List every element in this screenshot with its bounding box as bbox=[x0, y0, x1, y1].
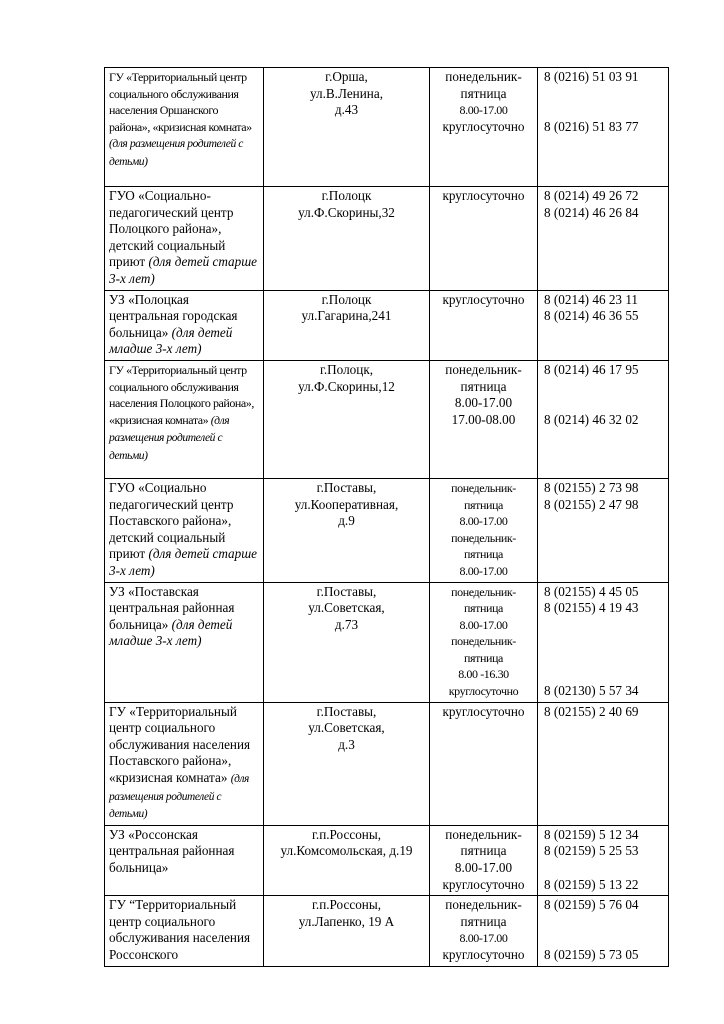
table-row bbox=[105, 68, 669, 187]
hours-line: понедельник- bbox=[445, 897, 522, 913]
hours-line: пятница bbox=[464, 547, 503, 562]
hours-cell bbox=[430, 187, 538, 291]
institution-note: (для размещения родителей с детьми) bbox=[109, 773, 249, 821]
address-line: д.3 bbox=[338, 736, 355, 752]
table-row bbox=[105, 896, 669, 966]
phones-cell bbox=[538, 582, 669, 702]
phone-number: 8 (02159) 5 25 53 bbox=[544, 843, 639, 859]
hours-cell bbox=[430, 478, 538, 582]
address-cell bbox=[264, 896, 430, 966]
hours-line: пятница bbox=[460, 378, 507, 394]
hours-line: пятница bbox=[460, 85, 507, 101]
institution-cell bbox=[105, 187, 264, 291]
phones-cell bbox=[538, 187, 669, 291]
phone-number: 8 (02155) 2 47 98 bbox=[544, 496, 639, 512]
address-line: г.п.Россоны, bbox=[311, 897, 381, 913]
address-cell bbox=[264, 290, 430, 360]
hours-line: круглосуточно bbox=[442, 291, 525, 307]
table-row bbox=[105, 582, 669, 702]
address-cell bbox=[264, 582, 430, 702]
address-line: д.43 bbox=[334, 102, 359, 118]
hours-line: пятница bbox=[464, 497, 503, 512]
hours-line: круглосуточно bbox=[442, 876, 525, 892]
address-line: ул.Советская, bbox=[308, 720, 385, 736]
hours-line: пятница bbox=[460, 843, 507, 859]
address-line: д.73 bbox=[334, 616, 359, 632]
hours-cell bbox=[430, 702, 538, 825]
hours-line: понедельник- bbox=[445, 361, 522, 377]
phone-number: 8 (0214) 46 26 84 bbox=[544, 204, 639, 220]
institution-name: ГУ «Территориальный центр социального обслуживания населения Поставского района», «кризисная комната» bbox=[109, 703, 251, 786]
hours-cell bbox=[430, 582, 538, 702]
hours-line: круглосуточно bbox=[442, 118, 525, 134]
address-line: ул.Советская, bbox=[308, 600, 385, 616]
phones-cell bbox=[538, 702, 669, 825]
hours-line: круглосуточно bbox=[442, 703, 525, 719]
hours-cell bbox=[430, 290, 538, 360]
address-line: ул.Ф.Скорины,32 bbox=[298, 204, 395, 220]
address-cell bbox=[264, 68, 430, 187]
phone-number: 8 (0214) 46 17 95 bbox=[544, 361, 639, 377]
address-line: г.Полоцк, bbox=[319, 361, 374, 377]
address-line: ул.Лапенко, 19 А bbox=[298, 913, 395, 929]
phone-number: 8 (02155) 2 40 69 bbox=[544, 703, 639, 719]
hours-line: круглосуточно bbox=[442, 946, 525, 962]
address-line: ул.Кооперативная, bbox=[294, 496, 399, 512]
hours-line: 8.00-17.00 bbox=[454, 395, 513, 411]
table-row bbox=[105, 187, 669, 291]
hours-line: понедельник- bbox=[451, 634, 516, 649]
address-line: г.Поставы, bbox=[316, 583, 377, 599]
table-row bbox=[105, 290, 669, 360]
address-line: ул.Гагарина,241 bbox=[301, 308, 392, 324]
hours-line: понедельник- bbox=[451, 480, 516, 495]
table-row bbox=[105, 360, 669, 478]
address-line: ул.В.Ленина, bbox=[309, 85, 383, 101]
institution-name: УЗ «Поставская центральная районная больница» bbox=[109, 583, 235, 632]
hours-line: 8.00-17.00 bbox=[459, 514, 508, 529]
shelter-contacts-table bbox=[104, 67, 669, 967]
address-cell bbox=[264, 360, 430, 478]
hours-cell bbox=[430, 360, 538, 478]
address-line: д.9 bbox=[338, 513, 355, 529]
hours-line: 8.00-17.00 bbox=[459, 931, 508, 946]
institution-cell bbox=[105, 290, 264, 360]
hours-line: пятница bbox=[464, 650, 503, 665]
institution-cell bbox=[105, 825, 264, 895]
institution-cell bbox=[105, 582, 264, 702]
hours-cell bbox=[430, 896, 538, 966]
address-line: ул.Комсомольская, д.19 bbox=[280, 843, 413, 859]
hours-line: круглосуточно bbox=[448, 684, 519, 699]
table-row bbox=[105, 702, 669, 825]
phone-number: 8 (0216) 51 83 77 bbox=[544, 118, 639, 134]
hours-cell bbox=[430, 825, 538, 895]
institution-cell bbox=[105, 702, 264, 825]
institution-note: (для размещения родителей с детьми) bbox=[109, 413, 230, 462]
phones-cell bbox=[538, 825, 669, 895]
hours-line: пятница bbox=[464, 601, 503, 616]
hours-line: 8.00 -16.30 bbox=[458, 667, 509, 682]
phone-number: 8 (02155) 2 73 98 bbox=[544, 479, 639, 495]
address-cell bbox=[264, 825, 430, 895]
phone-number: 8 (0214) 46 23 11 bbox=[544, 291, 639, 307]
institution-name: ГУ «Территориальный центр социального обслуживания населения Оршанского района», «кризисная комната» bbox=[109, 70, 252, 134]
hours-line: 8.00-17.00 bbox=[459, 563, 508, 578]
institution-name: УЗ «Полоцкая центральная городская больница» bbox=[109, 291, 238, 340]
phone-number: 8 (02159) 5 76 04 bbox=[544, 897, 639, 913]
institution-cell bbox=[105, 360, 264, 478]
hours-line: понедельник- bbox=[451, 584, 516, 599]
hours-line: 17.00-08.00 bbox=[451, 411, 516, 427]
phone-number: 8 (0214) 46 32 02 bbox=[544, 411, 639, 427]
address-line: г.Поставы, bbox=[316, 479, 377, 495]
phone-number: 8 (0216) 51 03 91 bbox=[544, 69, 639, 84]
institution-name: ГУ «Территориальный центр социального обслуживания населения Полоцкого района», «кризисная комната» bbox=[109, 362, 254, 427]
institution-name: УЗ «Россонская центральная районная больница» bbox=[109, 826, 235, 876]
institution-name: ГУО «Социально-педагогический центр Полоцкого района», детский социальный приют bbox=[109, 188, 234, 270]
institution-note: (для детей младше 3-х лет) bbox=[109, 324, 233, 357]
phone-number: 8 (02155) 4 45 05 bbox=[544, 583, 639, 599]
institution-note: (для размещения родителей с детьми) bbox=[109, 137, 243, 168]
hours-line: пятница bbox=[460, 913, 507, 929]
hours-cell bbox=[430, 68, 538, 187]
phone-number: 8 (02159) 5 12 34 bbox=[544, 826, 639, 842]
address-cell bbox=[264, 187, 430, 291]
address-line: г.Поставы, bbox=[316, 703, 377, 719]
hours-line: 8.00-17.00 bbox=[459, 617, 508, 632]
address-line: г.Полоцк bbox=[321, 291, 372, 307]
address-cell bbox=[264, 478, 430, 582]
phones-cell bbox=[538, 896, 669, 966]
phone-number: 8 (02159) 5 73 05 bbox=[544, 946, 639, 962]
phones-cell bbox=[538, 68, 669, 187]
table-row bbox=[105, 478, 669, 582]
phones-cell bbox=[538, 360, 669, 478]
phone-number: 8 (02159) 5 13 22 bbox=[544, 876, 639, 892]
phone-number: 8 (02130) 5 57 34 bbox=[544, 683, 639, 699]
institution-cell bbox=[105, 68, 264, 187]
hours-line: круглосуточно bbox=[442, 188, 525, 203]
address-line: г.Орша, bbox=[325, 69, 368, 84]
institution-note: (для детей старше 3-х лет) bbox=[109, 254, 258, 286]
hours-line: 8.00-17.00 bbox=[459, 103, 508, 118]
institution-cell bbox=[105, 478, 264, 582]
phone-number: 8 (02155) 4 19 43 bbox=[544, 600, 639, 616]
institution-note: (для детей младше 3-х лет) bbox=[109, 616, 233, 649]
institution-cell bbox=[105, 896, 264, 966]
address-line: г.Полоцк bbox=[321, 188, 372, 203]
address-line: ул.Ф.Скорины,12 bbox=[298, 378, 395, 394]
address-line: г.п.Россоны, bbox=[311, 826, 381, 842]
hours-line: 8.00-17.00 bbox=[454, 860, 513, 876]
table-row bbox=[105, 825, 669, 895]
hours-line: понедельник- bbox=[445, 826, 522, 842]
phones-cell bbox=[538, 478, 669, 582]
phone-number: 8 (0214) 49 26 72 bbox=[544, 188, 639, 203]
hours-line: понедельник- bbox=[451, 530, 516, 545]
institution-name: ГУО «Социально педагогический центр Поставского района», детский социальный приют bbox=[109, 479, 234, 562]
phones-cell bbox=[538, 290, 669, 360]
address-cell bbox=[264, 702, 430, 825]
institution-name: ГУ “Территориальный центр социального обслуживания населения Россонского bbox=[109, 897, 251, 962]
phone-number: 8 (0214) 46 36 55 bbox=[544, 308, 639, 324]
institution-note: (для детей старше 3-х лет) bbox=[109, 546, 258, 578]
hours-line: понедельник- bbox=[445, 69, 522, 84]
